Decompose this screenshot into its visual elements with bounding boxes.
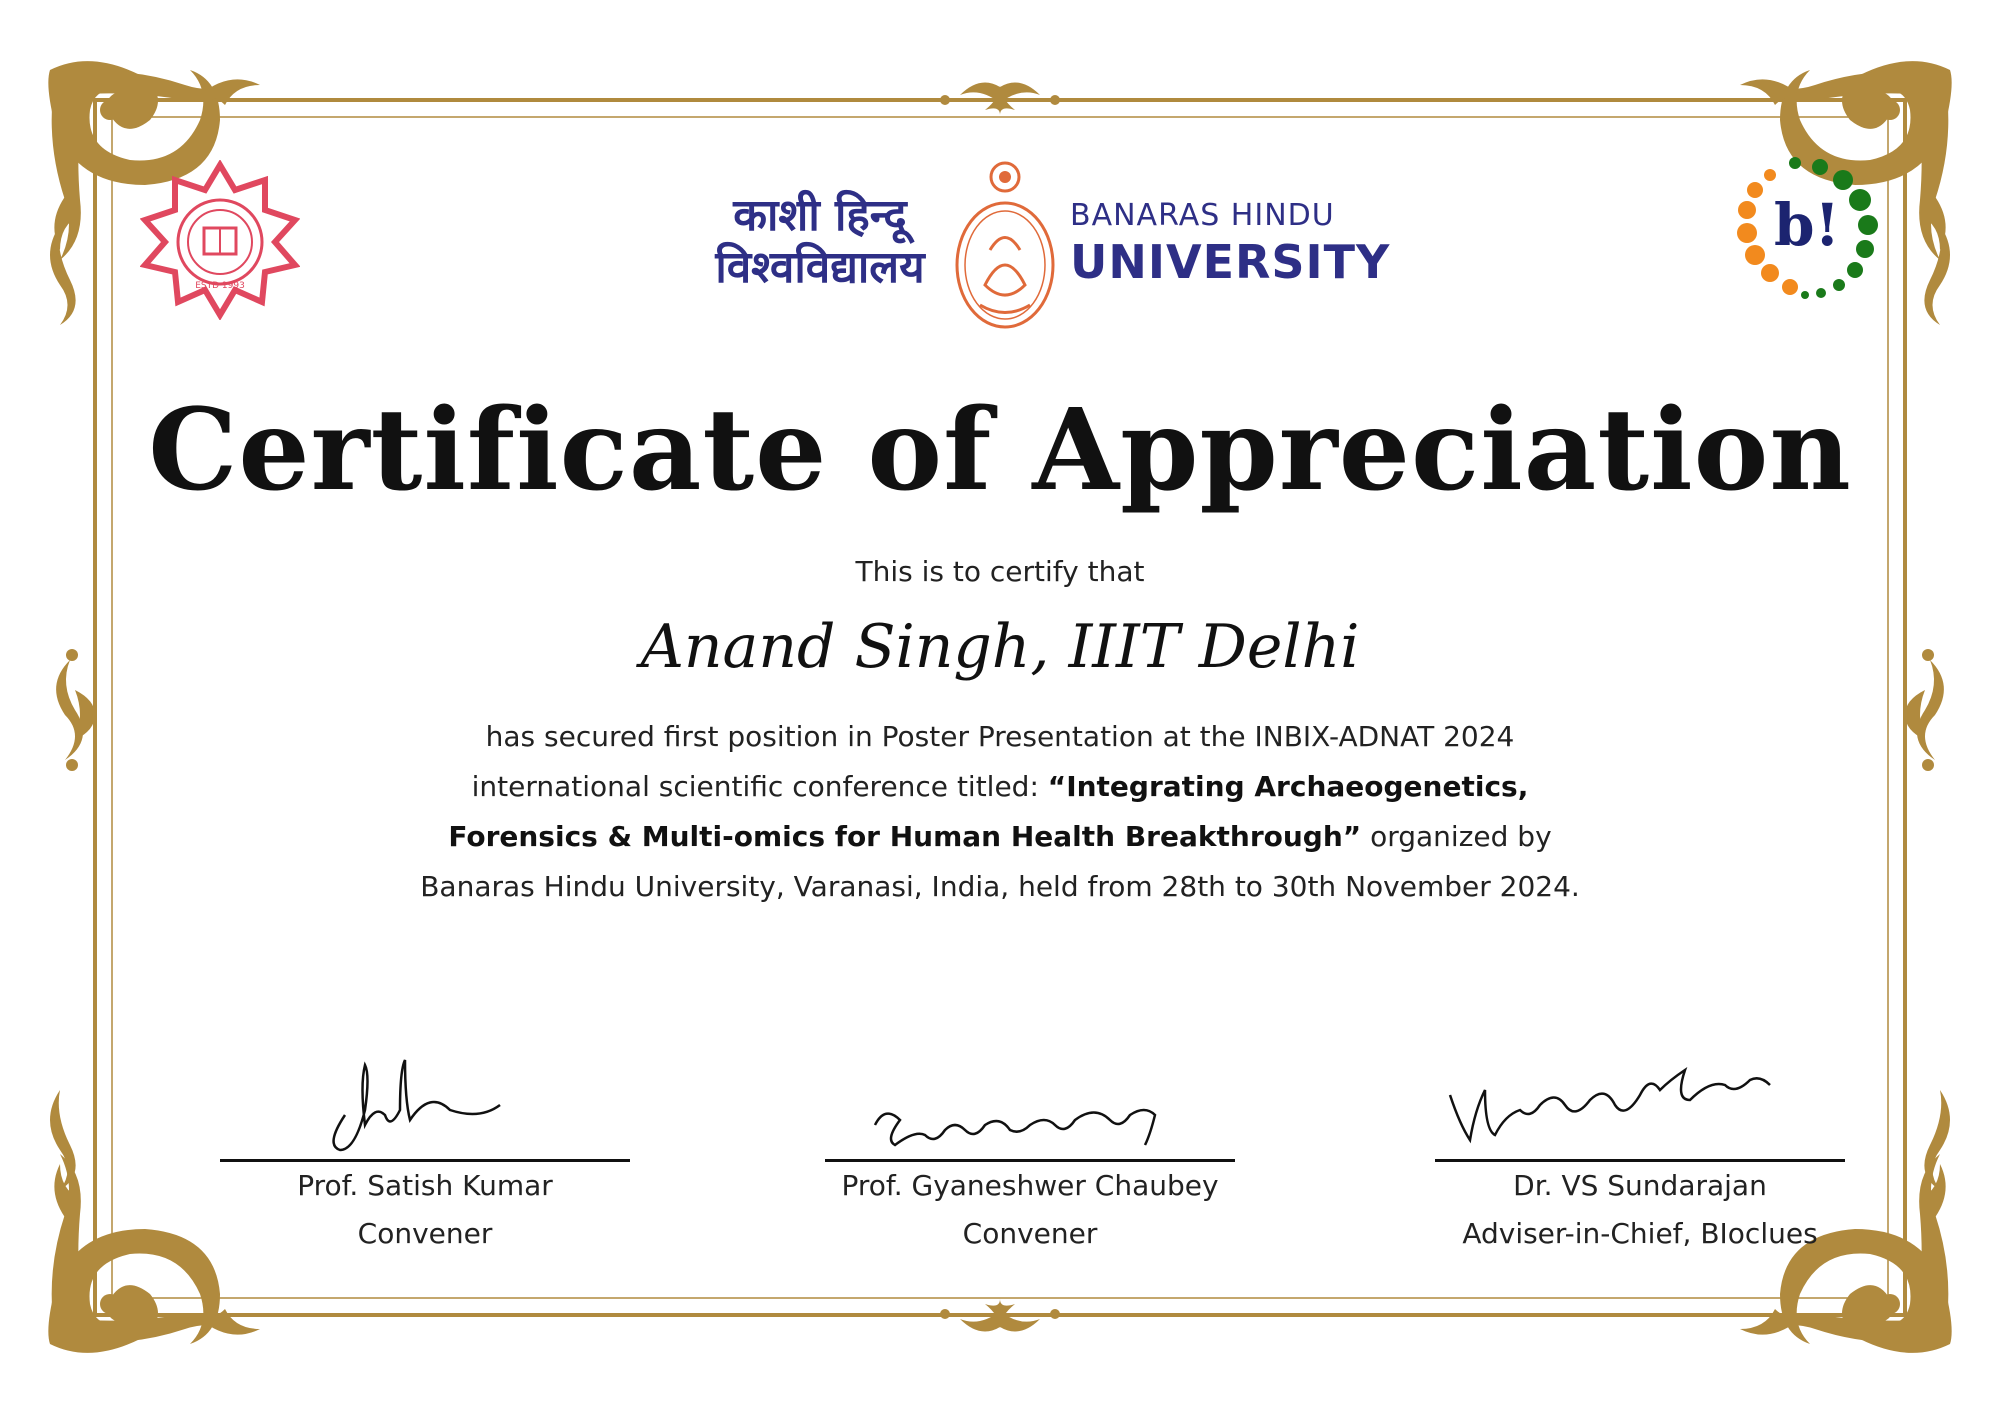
signatory-3 [1430,1055,1850,1258]
signatory-3-name: Dr. VS Sundarajan [1513,1169,1767,1202]
signatory-1-role: Convener [357,1217,493,1250]
signatory-2-name: Prof. Gyaneshwer Chaubey [841,1169,1219,1202]
institute-seal-logo [140,160,300,320]
signature-2-image [820,1055,1240,1155]
bioclues-logo-text: b! [1773,191,1841,259]
conference-title: “Integrating Archaeogenetics, Forensics & Multi-omics for Human Health Breakthrough” [448,770,1529,853]
certify-line: This is to certify that [855,555,1145,588]
signatory-2 [820,1055,1240,1258]
bhu-english-line1: BANARAS HINDU [1070,198,1335,233]
certificate-body [400,712,1600,912]
signatory-1-name: Prof. Satish Kumar [297,1169,553,1202]
bhu-logo [680,150,1391,340]
bhu-hindi-line1: काशी हिन्दू [733,190,907,241]
body-text-part1: has secured first position in Poster Presentation at the INBIX-ADNAT 2024 international scientific conference titled: [471,720,1515,803]
signature-1-image [215,1055,635,1155]
signatory-3-role: Adviser-in-Chief, BIoclues [1462,1217,1818,1250]
bhu-hindi-line2: विश्वविद्यालय [715,242,925,293]
certificate-title: Certificate of Appreciation [148,385,1852,516]
signature-3-image [1430,1055,1850,1155]
bhu-english-name [1070,198,1390,289]
bhu-hindi-name [690,190,950,294]
body-text-part2: organized by Banaras Hindu University, Varanasi, India, held from 28th to 30th November 2024. [420,820,1580,903]
signatory-1 [215,1055,635,1258]
bhu-emblem-icon [950,155,1060,335]
recipient-name: Anand Singh, IIIT Delhi [640,612,1360,682]
bioclues-logo [1735,155,1885,315]
signatory-2-role: Convener [962,1217,1098,1250]
bhu-english-line2: UNIVERSITY [1070,235,1391,289]
seal-estd-text: ESTD 1993 [195,281,245,291]
